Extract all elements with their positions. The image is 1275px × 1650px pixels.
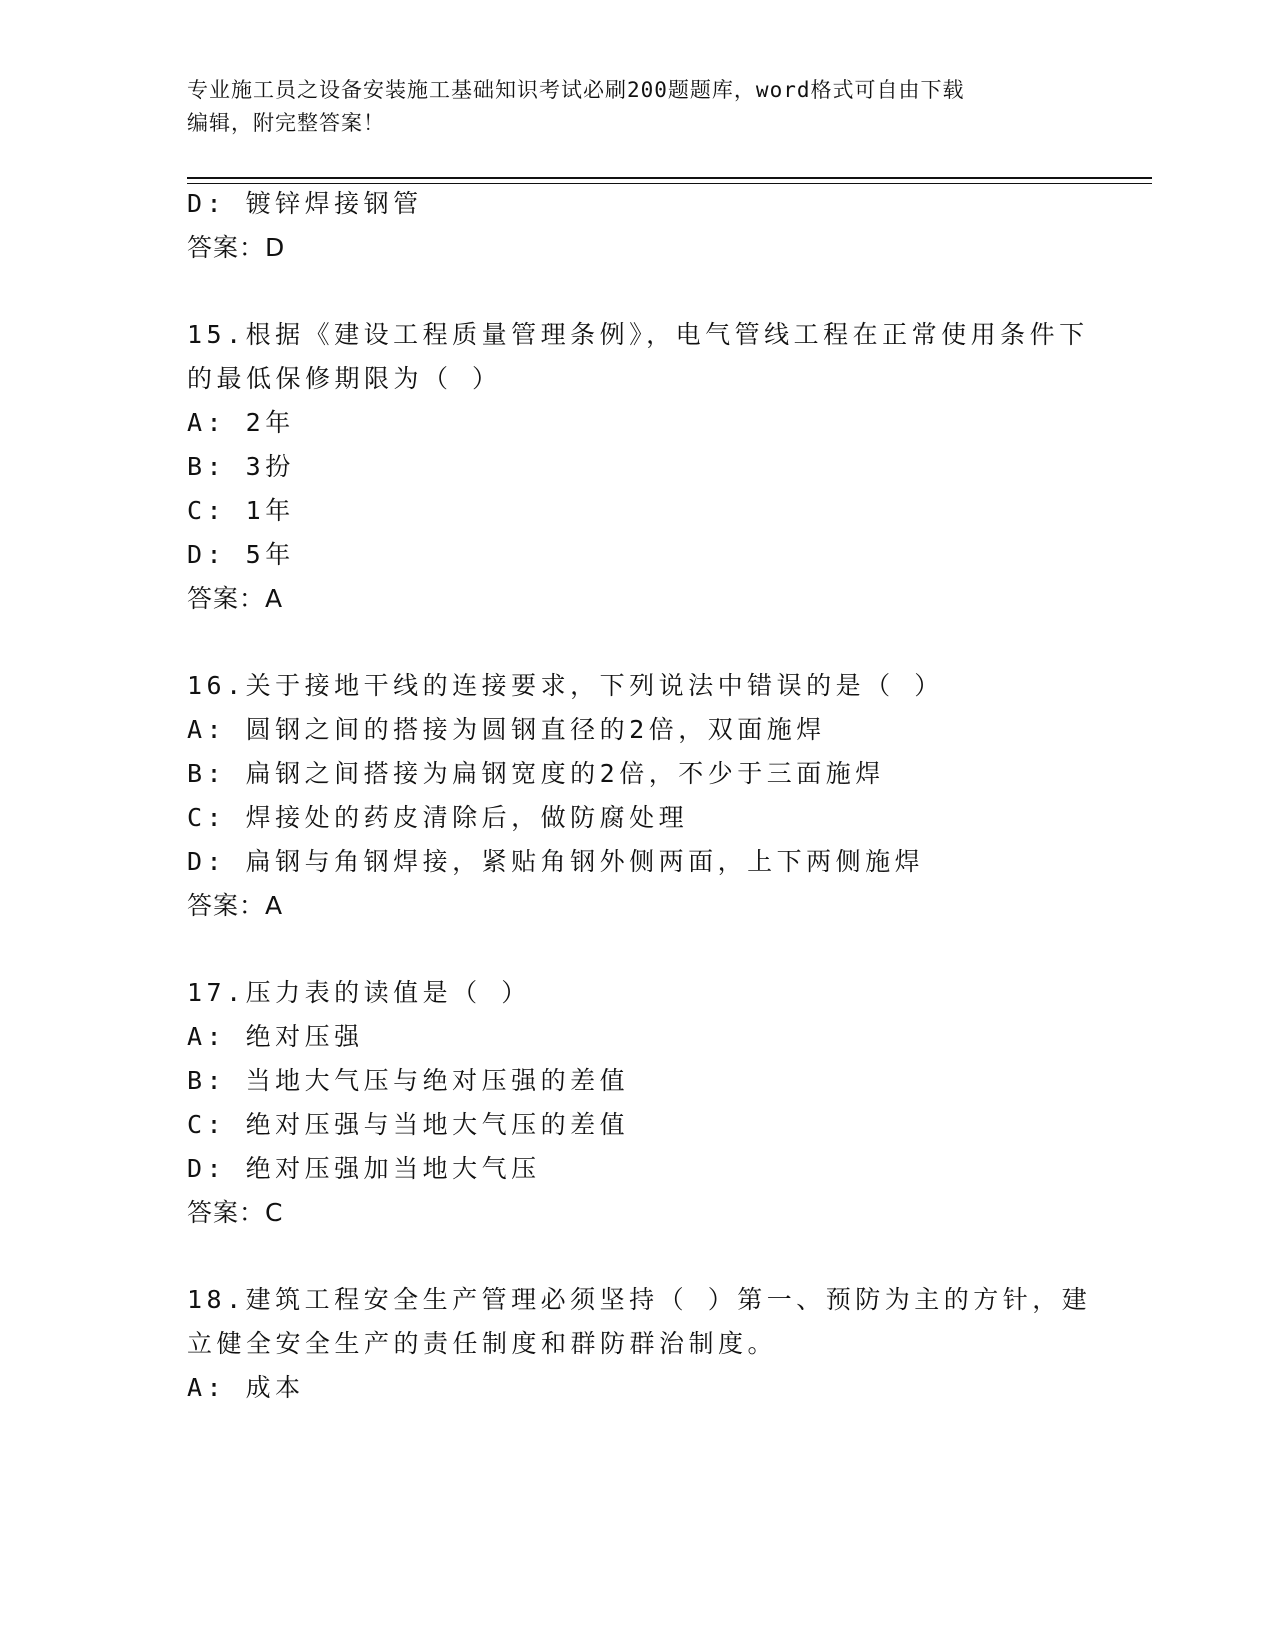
question-16-option-c: C: 焊接处的药皮清除后，做防腐处理 [187,803,689,832]
question-17-answer: 答案：C [187,1198,284,1227]
question-16-option-d: D: 扁钢与角钢焊接，紧贴角钢外侧两面，上下两侧施焊 [187,847,925,876]
question-16-text-line-1: 16.关于接地干线的连接要求，下列说法中错误的是（ ） [187,671,944,700]
question-17-option-d: D: 绝对压强加当地大气压 [187,1154,541,1183]
question-16-option-b: B: 扁钢之间搭接为扁钢宽度的2倍，不少于三面施焊 [187,759,885,788]
question-15-option-b: B: 3扮 [187,452,295,481]
question-15-text-line-1: 15.根据《建设工程质量管理条例》，电气管线工程在正常使用条件下 [187,320,1089,349]
question-16-option-a: A: 圆钢之间的搭接为圆钢直径的2倍，双面施焊 [187,715,826,744]
question-15-answer: 答案：A [187,584,284,613]
question-15-option-d: D: 5年 [187,540,295,569]
question-17-text-line-1: 17.压力表的读值是（ ） [187,978,531,1007]
header-divider-thin [187,183,1152,184]
document-header [187,74,1067,140]
header-line-2: 编辑，附完整答案！ [187,111,385,135]
header-line-1: 专业施工员之设备安装施工基础知识考试必刷200题题库，word格式可自由下载 [187,78,965,102]
question-15-text-line-2: 的最低保修期限为（ ） [187,364,502,393]
question-18-text-line-1: 18.建筑工程安全生产管理必须坚持（ ）第一、预防为主的方针，建 [187,1285,1092,1314]
question-15-option-c: C: 1年 [187,496,295,525]
header-divider-thick [187,177,1152,179]
question-17-option-c: C: 绝对压强与当地大气压的差值 [187,1110,630,1139]
question-16-answer: 答案：A [187,891,284,920]
question-15-option-a: A: 2年 [187,408,295,437]
prev-answer: 答案：D [187,233,286,262]
prev-option-d: D: 镀锌焊接钢管 [187,189,423,218]
question-17-option-b: B: 当地大气压与绝对压强的差值 [187,1066,630,1095]
question-18-option-a: A: 成本 [187,1373,305,1402]
question-17-option-a: A: 绝对压强 [187,1022,364,1051]
question-18-text-line-2: 立健全安全生产的责任制度和群防群治制度。 [187,1329,778,1358]
